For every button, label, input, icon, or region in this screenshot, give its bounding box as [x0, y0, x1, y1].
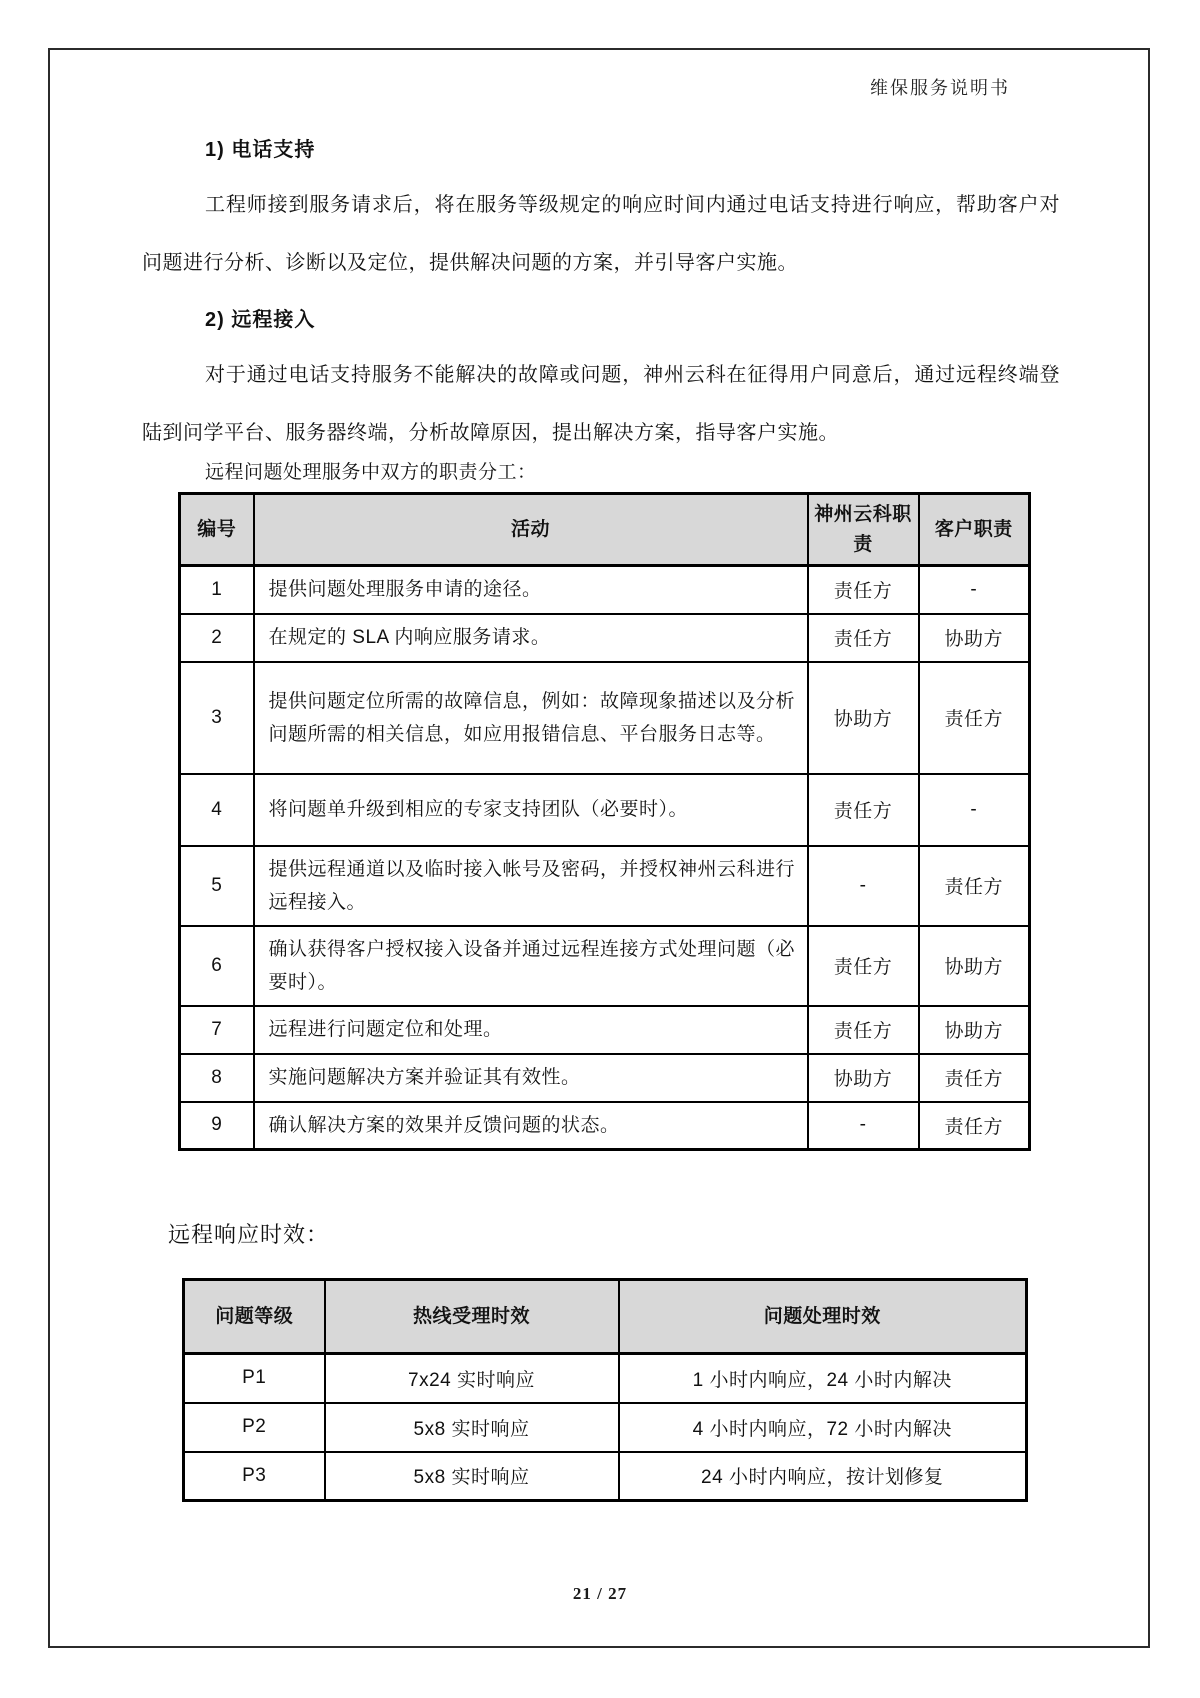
table-row: [180, 1006, 1030, 1054]
table-row: [184, 1452, 1027, 1501]
paragraph-phone-support: 工程师接到服务请求后，将在服务等级规定的响应时间内通过电话支持进行响应，帮助客户对问题进行分析、诊断以及定位，提供解决问题的方案，并引导客户实施。: [142, 194, 1060, 274]
row-activity: 提供问题处理服务申请的途径。: [254, 566, 808, 614]
sla-table-label: 远程响应时效：: [168, 1222, 330, 1247]
row-activity: 确认获得客户授权接入设备并通过远程连接方式处理问题（必要时）。: [254, 926, 808, 1006]
section-heading-phone-support: 1) 电话支持: [205, 139, 316, 161]
col-header-vendor: 神州云科职责: [808, 494, 919, 566]
table-header-row: [184, 1280, 1027, 1354]
row-customer-role: -: [919, 566, 1030, 614]
row-vendor-role: 责任方: [808, 566, 919, 614]
row-vendor-role: -: [808, 846, 919, 926]
col-header-customer: 客户职责: [919, 494, 1030, 566]
row-handling: 4 小时内响应，72 小时内解决: [619, 1403, 1027, 1452]
col-header-no: 编号: [180, 494, 254, 566]
row-customer-role: 责任方: [919, 662, 1030, 774]
responsibility-table: [178, 492, 1031, 1151]
table-row: [180, 774, 1030, 846]
row-no: 2: [180, 614, 254, 662]
row-customer-role: 协助方: [919, 614, 1030, 662]
col-header-hotline: 热线受理时效: [325, 1280, 619, 1354]
row-no: 1: [180, 566, 254, 614]
responsibility-table-intro: 远程问题处理服务中双方的职责分工：: [205, 462, 537, 483]
col-header-activity: 活动: [254, 494, 808, 566]
table-row: [180, 926, 1030, 1006]
row-level: P1: [184, 1354, 325, 1403]
row-activity: 在规定的 SLA 内响应服务请求。: [254, 614, 808, 662]
row-no: 7: [180, 1006, 254, 1054]
row-no: 5: [180, 846, 254, 926]
row-activity: 提供远程通道以及临时接入帐号及密码，并授权神州云科进行远程接入。: [254, 846, 808, 926]
col-header-level: 问题等级: [184, 1280, 325, 1354]
row-vendor-role: 责任方: [808, 774, 919, 846]
table-row: [180, 846, 1030, 926]
row-vendor-role: 责任方: [808, 926, 919, 1006]
row-activity: 远程进行问题定位和处理。: [254, 1006, 808, 1054]
row-vendor-role: -: [808, 1102, 919, 1150]
row-vendor-role: 责任方: [808, 1006, 919, 1054]
table-row: [180, 1054, 1030, 1102]
table-row: [184, 1403, 1027, 1452]
row-no: 9: [180, 1102, 254, 1150]
row-handling: 24 小时内响应，按计划修复: [619, 1452, 1027, 1501]
row-hotline: 5x8 实时响应: [325, 1452, 619, 1501]
row-level: P2: [184, 1403, 325, 1452]
row-hotline: 5x8 实时响应: [325, 1403, 619, 1452]
sla-table: [182, 1278, 1028, 1502]
row-customer-role: 协助方: [919, 926, 1030, 1006]
row-customer-role: 责任方: [919, 1102, 1030, 1150]
row-activity: 确认解决方案的效果并反馈问题的状态。: [254, 1102, 808, 1150]
row-no: 6: [180, 926, 254, 1006]
table-row: [180, 662, 1030, 774]
row-handling: 1 小时内响应，24 小时内解决: [619, 1354, 1027, 1403]
table-row: [180, 1102, 1030, 1150]
row-customer-role: 责任方: [919, 1054, 1030, 1102]
table-header-row: [180, 494, 1030, 566]
row-no: 4: [180, 774, 254, 846]
row-level: P3: [184, 1452, 325, 1501]
row-activity: 实施问题解决方案并验证其有效性。: [254, 1054, 808, 1102]
row-activity: 将问题单升级到相应的专家支持团队（必要时）。: [254, 774, 808, 846]
row-customer-role: -: [919, 774, 1030, 846]
paragraph-remote-access: 对于通过电话支持服务不能解决的故障或问题，神州云科在征得用户同意后，通过远程终端登陆到问学平台、服务器终端，分析故障原因，提出解决方案，指导客户实施。: [142, 364, 1060, 444]
row-customer-role: 责任方: [919, 846, 1030, 926]
row-hotline: 7x24 实时响应: [325, 1354, 619, 1403]
section-heading-remote-access: 2) 远程接入: [205, 309, 316, 331]
row-customer-role: 协助方: [919, 1006, 1030, 1054]
row-vendor-role: 协助方: [808, 662, 919, 774]
row-activity: 提供问题定位所需的故障信息，例如：故障现象描述以及分析问题所需的相关信息，如应用报错信息、平台服务日志等。: [254, 662, 808, 774]
page-number: 21 / 27: [572, 1584, 628, 1603]
table-row: [184, 1354, 1027, 1403]
row-no: 8: [180, 1054, 254, 1102]
col-header-handling: 问题处理时效: [619, 1280, 1027, 1354]
row-no: 3: [180, 662, 254, 774]
table-row: [180, 566, 1030, 614]
row-vendor-role: 责任方: [808, 614, 919, 662]
row-vendor-role: 协助方: [808, 1054, 919, 1102]
document-header: 维保服务说明书: [870, 78, 1010, 98]
table-row: [180, 614, 1030, 662]
